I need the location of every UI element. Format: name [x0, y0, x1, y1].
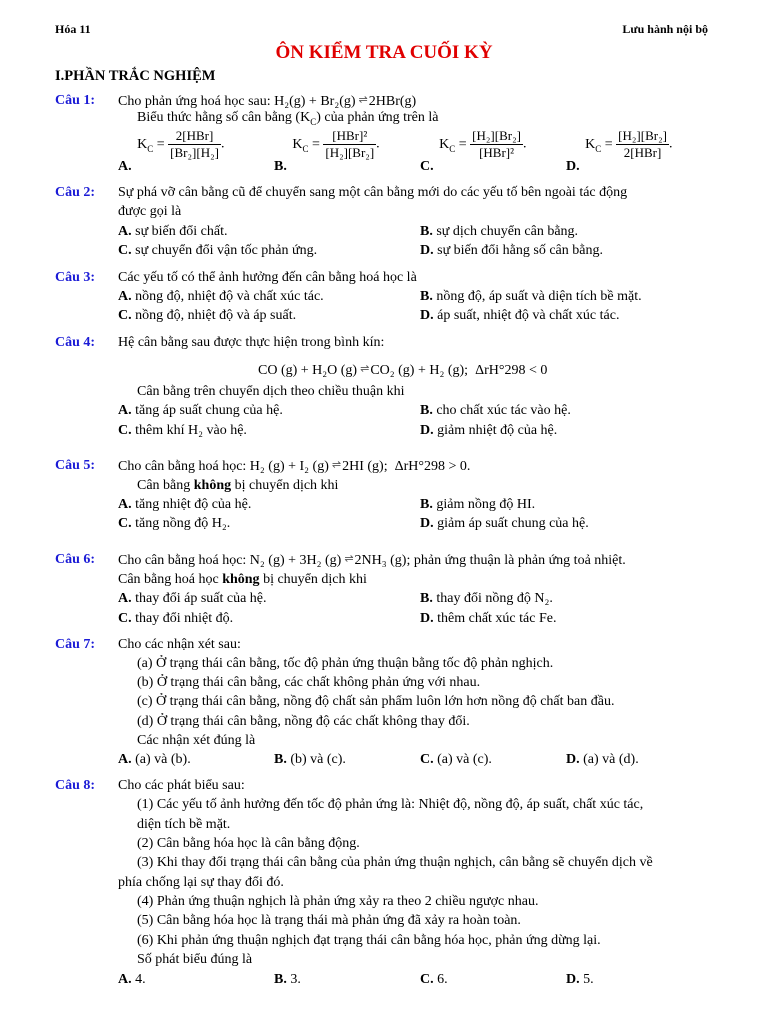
reaction-equation: CO (g) + H₂O (g) ⇌ CO₂ (g) + H₂ (g); ΔrH°298 < 0	[258, 362, 548, 378]
option-c[interactable]: C. sự chuyển đổi vận tốc phản ứng.	[118, 243, 318, 258]
option-d[interactable]: D. sự biến đổi hằng số cân bằng.	[420, 243, 603, 258]
statement-item: (6) Khi phản ứng thuận nghịch đạt trạng thái cân bằng hóa học, phản ứng dừng lại.	[137, 933, 601, 948]
option-c[interactable]: C. 6.	[420, 972, 448, 987]
question-text: Sự phá vỡ cân bằng cũ để chuyển sang một cân bằng mới do các yếu tố bên ngoài tác động	[118, 185, 628, 200]
question-number: Câu 2:	[55, 185, 96, 200]
header-right: Lưu hành nội bộ	[622, 22, 708, 36]
equilibrium-arrow-icon: ⇌	[344, 552, 352, 565]
question-subtext: Cân bằng không bị chuyển dịch khi	[137, 478, 339, 493]
option-a[interactable]: A. 4.	[118, 972, 146, 987]
option-c[interactable]: C. thay đổi nhiệt độ.	[118, 611, 234, 626]
statement-item: (d) Ở trạng thái cân bằng, nồng độ các chất không thay đổi.	[137, 714, 470, 729]
option-c[interactable]: C. tăng nồng độ H₂.	[118, 516, 231, 531]
option-c[interactable]: C. nồng độ, nhiệt độ và áp suất.	[118, 308, 297, 323]
question-text: Cho các nhận xét sau:	[118, 637, 241, 652]
option-c[interactable]: C. thêm khí H₂ vào hệ.	[118, 423, 247, 438]
statement-item: (4) Phản ứng thuận nghịch là phản ứng xảy ra theo 2 chiều ngược nhau.	[137, 894, 539, 909]
equilibrium-arrow-icon: ⇌	[358, 93, 366, 106]
option-b[interactable]: B. sự dịch chuyển cân bằng.	[420, 224, 579, 239]
option-b[interactable]: B. (b) và (c).	[274, 752, 346, 767]
statement-item: diện tích bề mặt.	[137, 817, 231, 832]
question-number: Câu 1:	[55, 93, 96, 108]
option-d[interactable]: D. thêm chất xúc tác Fe.	[420, 611, 557, 626]
option-d[interactable]: D. áp suất, nhiệt độ và chất xúc tác.	[420, 308, 620, 323]
question-number: Câu 4:	[55, 335, 96, 350]
option-d[interactable]: D. (a) và (d).	[566, 752, 639, 767]
option-a[interactable]: A. nồng độ, nhiệt độ và chất xúc tác.	[118, 289, 324, 304]
option-d[interactable]: D. 5.	[566, 972, 594, 987]
question-number: Câu 7:	[55, 637, 96, 652]
statement-item: phía chống lại sự thay đổi đó.	[118, 875, 284, 890]
statement-item: (b) Ở trạng thái cân bằng, các chất không phản ứng với nhau.	[137, 675, 481, 690]
option-d[interactable]: D. $K_C$ = $\frac{\text{[H₂][Br₂]}}{\text{2[HBr]}}$ .	[566, 128, 673, 174]
question-subtext: Cân bằng hoá học không bị chuyển dịch khi	[118, 572, 367, 587]
option-a[interactable]: A. (a) và (b).	[118, 752, 191, 767]
question-subtext: Các nhận xét đúng là	[137, 733, 256, 748]
equilibrium-arrow-icon: ⇌	[360, 362, 368, 375]
option-a[interactable]: A. tăng nhiệt độ của hệ.	[118, 497, 252, 512]
question-subtext: Cân bằng trên chuyển dịch theo chiều thuận khi	[137, 384, 405, 399]
question-number: Câu 8:	[55, 778, 96, 793]
option-c[interactable]: C. $K_C$ = $\frac{\text{[H₂][Br₂]}}{\text{[HBr]²}}$ .	[420, 128, 527, 174]
question-number: Câu 5:	[55, 458, 96, 473]
question-subtext: Biểu thức hằng số cân bằng $(K_C)$ của phản ứng trên là	[137, 110, 439, 127]
question-text: Các yếu tố có thể ảnh hưởng đến cân bằng hoá học là	[118, 270, 417, 285]
statement-item: (a) Ở trạng thái cân bằng, tốc độ phản ứng thuận bằng tốc độ phản nghịch.	[137, 656, 554, 671]
statement-item: (3) Khi thay đổi trạng thái cân bằng của phản ứng thuận nghịch, cân bằng sẽ chuyển dịch về	[137, 855, 653, 870]
reaction-equation: Cho cân bằng hoá học: N₂ (g) + 3H₂ (g) ⇌ 2NH₃ (g); phản ứng thuận là phản ứng toả nhiệt.	[118, 552, 626, 568]
question-text: Cho các phát biểu sau:	[118, 778, 245, 793]
option-a[interactable]: A. thay đổi áp suất của hệ.	[118, 591, 267, 606]
option-b[interactable]: B. $K_C$ = $\frac{\text{[HBr]²}}{\text{[H₂][Br₂]}}$ .	[274, 128, 380, 174]
option-b[interactable]: B. giảm nồng độ HI.	[420, 497, 536, 512]
option-b[interactable]: B. thay đổi nồng độ N₂.	[420, 591, 553, 606]
question-text: được gọi là	[118, 204, 182, 219]
statement-item: (2) Cân bằng hóa học là cân bằng động.	[137, 836, 360, 851]
option-a[interactable]: A. sự biến đổi chất.	[118, 224, 228, 239]
question-number: Câu 6:	[55, 552, 96, 567]
equilibrium-arrow-icon: ⇌	[331, 458, 340, 471]
reaction-equation: Cho cân bằng hoá học: H₂ (g) + I₂ (g) ⇌ 2HI (g); ΔrH°298 > 0.	[118, 458, 471, 474]
question-subtext: Số phát biểu đúng là	[137, 952, 253, 967]
question-text: Hệ cân bằng sau được thực hiện trong bình kín:	[118, 335, 385, 350]
page-title: ÔN KIỂM TRA CUỐI KỲ	[275, 42, 493, 63]
option-c[interactable]: C. (a) và (c).	[420, 752, 492, 767]
option-a[interactable]: A. tăng áp suất chung của hệ.	[118, 403, 283, 418]
option-d[interactable]: D. giảm nhiệt độ của hệ.	[420, 423, 558, 438]
option-b[interactable]: B. 3.	[274, 972, 301, 987]
option-b[interactable]: B. cho chất xúc tác vào hệ.	[420, 403, 571, 418]
option-b[interactable]: B. nồng độ, áp suất và diện tích bề mặt.	[420, 289, 642, 304]
section-heading: I.PHẦN TRẮC NGHIỆM	[55, 68, 216, 84]
statement-item: (1) Các yếu tố ảnh hưởng đến tốc độ phản ứng là: Nhiệt độ, nồng độ, áp suất, chất xúc tác,	[137, 797, 644, 812]
question-number: Câu 3:	[55, 270, 96, 285]
header-left: Hóa 11	[55, 22, 91, 36]
statement-item: (5) Cân bằng hóa học là trạng thái mà phản ứng đã xảy ra hoàn toàn.	[137, 913, 521, 928]
statement-item: (c) Ở trạng thái cân bằng, nồng độ chất sản phẩm luôn lớn hơn nồng độ chất ban đầu.	[137, 694, 615, 709]
question-text: Cho phản ứng hoá học sau: H₂(g) + Br₂(g) ⇌ 2HBr(g)	[118, 93, 417, 109]
option-d[interactable]: D. giảm áp suất chung của hệ.	[420, 516, 589, 531]
option-a[interactable]: A. $K_C$ = $\frac{\text{2[HBr]}}{\text{[Br₂][H₂]}}$ .	[118, 128, 225, 174]
